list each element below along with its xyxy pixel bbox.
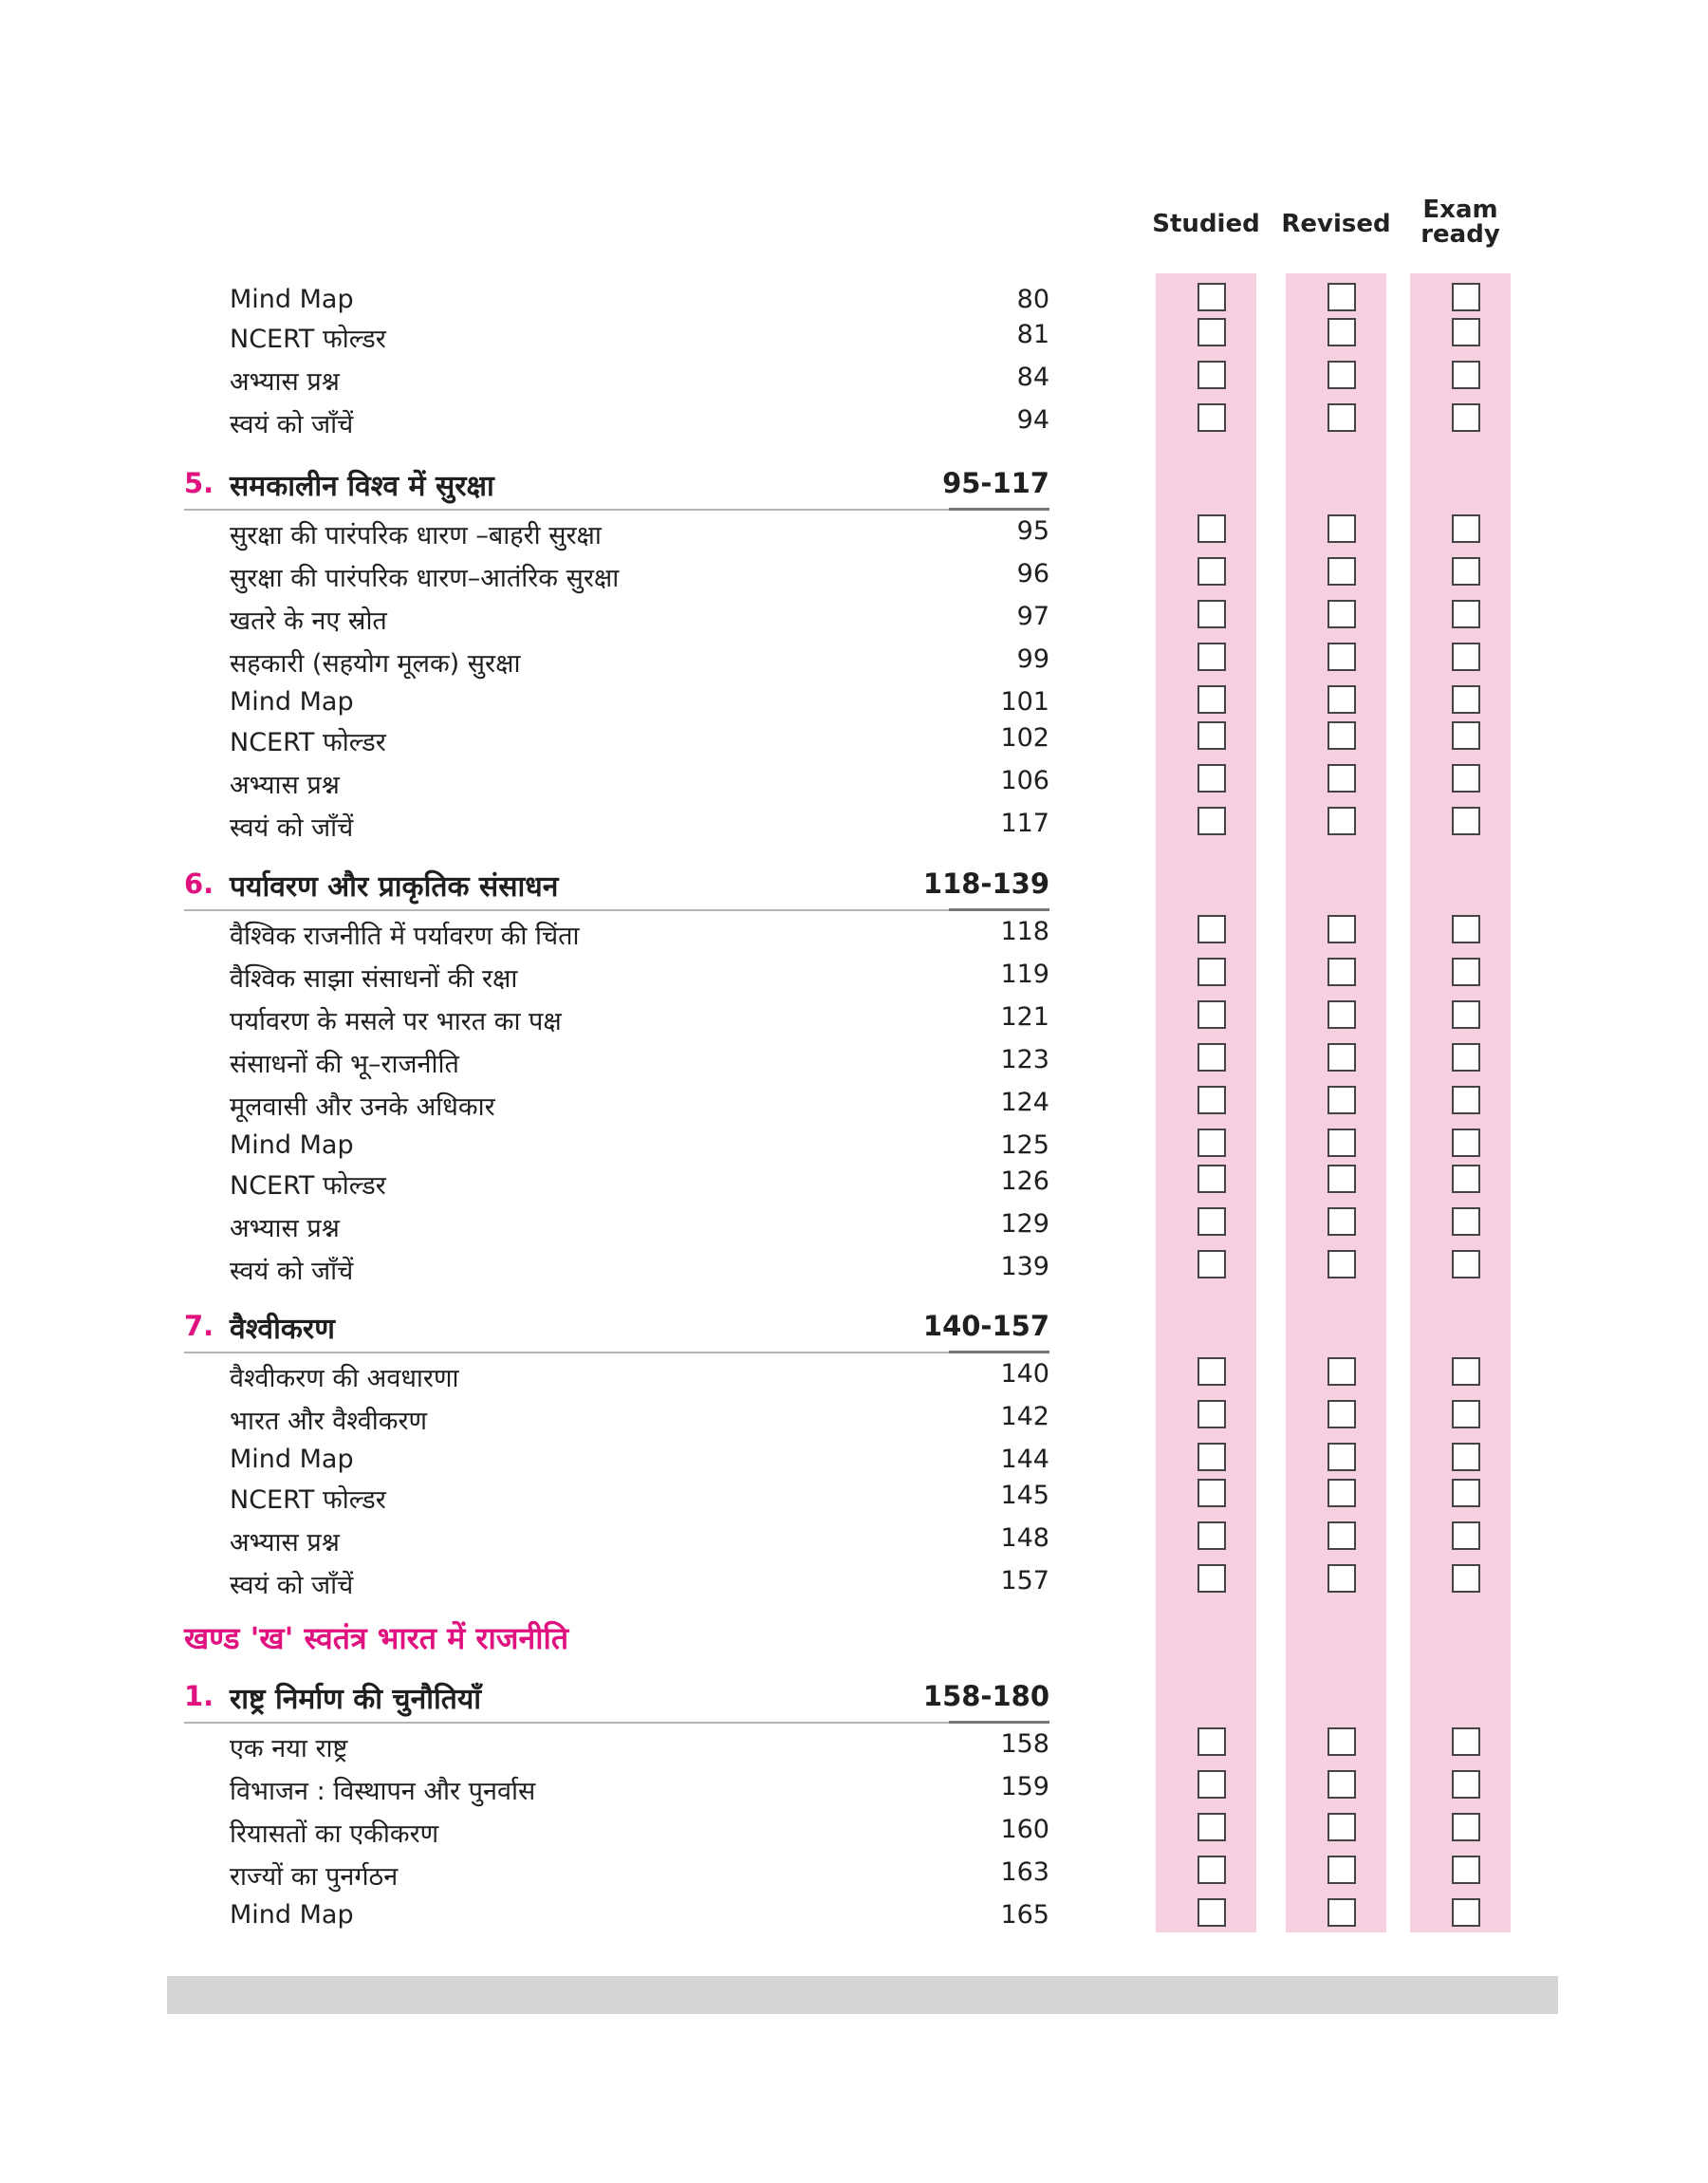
page-number: 158 [1000, 1729, 1049, 1759]
studied-checkbox[interactable] [1197, 1479, 1226, 1507]
page-number: 80 [1016, 285, 1049, 314]
studied-checkbox[interactable] [1197, 958, 1226, 986]
revised-checkbox[interactable] [1327, 1727, 1356, 1756]
topic-label: पर्यावरण के मसले पर भारत का पक्ष [230, 1007, 562, 1036]
toc-row [0, 316, 1708, 358]
chapter-number: 1. [184, 1680, 214, 1712]
chapter-heading [0, 459, 1708, 511]
exam-ready-checkbox[interactable] [1452, 643, 1480, 671]
chapter-number: 7. [184, 1310, 214, 1342]
topic-label: अभ्यास प्रश्न [230, 1528, 340, 1558]
exam-ready-header-line2: ready [1420, 220, 1500, 249]
toc-row [0, 1041, 1708, 1083]
toc-row [0, 1768, 1708, 1810]
revised-checkbox[interactable] [1327, 1357, 1356, 1386]
topic-label: अभ्यास प्रश्न [230, 367, 340, 397]
studied-checkbox[interactable] [1197, 1813, 1226, 1841]
studied-checkbox[interactable] [1197, 1165, 1226, 1193]
revised-header: Revised [1281, 210, 1391, 238]
revised-checkbox[interactable] [1327, 1521, 1356, 1550]
exam-ready-checkbox[interactable] [1452, 1207, 1480, 1236]
topic-label: अभ्यास प्रश्न [230, 771, 340, 800]
chapter-title: समकालीन विश्व में सुरक्षा [230, 470, 494, 503]
studied-header: Studied [1152, 210, 1260, 238]
exam-ready-checkbox[interactable] [1452, 1086, 1480, 1114]
exam-ready-checkbox[interactable] [1452, 1443, 1480, 1471]
topic-label: संसाधनों की भू–राजनीति [230, 1050, 459, 1079]
revised-checkbox[interactable] [1327, 721, 1356, 750]
studied-checkbox[interactable] [1197, 403, 1226, 432]
studied-checkbox[interactable] [1197, 1357, 1226, 1386]
revised-checkbox[interactable] [1327, 1129, 1356, 1157]
divider [184, 509, 1049, 511]
topic-label: खतरे के नए स्रोत [230, 606, 387, 636]
studied-checkbox[interactable] [1197, 1250, 1226, 1278]
studied-checkbox[interactable] [1197, 283, 1226, 311]
exam-ready-checkbox[interactable] [1452, 1165, 1480, 1193]
revised-checkbox[interactable] [1327, 915, 1356, 943]
exam-ready-checkbox[interactable] [1452, 685, 1480, 714]
exam-ready-checkbox[interactable] [1452, 1898, 1480, 1927]
topic-label: राज्यों का पुनर्गठन [230, 1862, 399, 1892]
studied-checkbox[interactable] [1197, 1043, 1226, 1072]
topic-label: NCERT फोल्डर [230, 728, 386, 757]
page-number: 125 [1000, 1130, 1049, 1160]
studied-checkbox[interactable] [1197, 1400, 1226, 1428]
toc-row [0, 1520, 1708, 1561]
exam-ready-checkbox[interactable] [1452, 600, 1480, 628]
chapter-page-range: 118-139 [922, 868, 1049, 900]
topic-label: रियासतों का एकीकरण [230, 1819, 439, 1849]
studied-checkbox[interactable] [1197, 318, 1226, 346]
topic-label: स्वयं को जाँचें [230, 1257, 354, 1286]
revised-checkbox[interactable] [1327, 807, 1356, 835]
page-number: 145 [1000, 1481, 1049, 1510]
topic-label: सुरक्षा की पारंपरिक धारण –बाहरी सुरक्षा [230, 521, 602, 550]
revised-checkbox[interactable] [1327, 1207, 1356, 1236]
studied-checkbox[interactable] [1197, 915, 1226, 943]
topic-label: वैश्विक साझा संसाधनों की रक्षा [230, 964, 518, 994]
topic-label: सुरक्षा की पारंपरिक धारण–आतंरिक सुरक्षा [230, 564, 620, 593]
exam-ready-checkbox[interactable] [1452, 1043, 1480, 1072]
topic-label: भारत और वैश्वीकरण [230, 1407, 428, 1436]
revised-checkbox[interactable] [1327, 1564, 1356, 1593]
revised-checkbox[interactable] [1327, 1400, 1356, 1428]
revised-checkbox[interactable] [1327, 1000, 1356, 1029]
topic-label: स्वयं को जाँचें [230, 813, 354, 843]
topic-label: एक नया राष्ट्र [230, 1734, 348, 1763]
toc-row [0, 1854, 1708, 1895]
toc-row [0, 913, 1708, 955]
page-number: 121 [1000, 1002, 1049, 1032]
studied-checkbox[interactable] [1197, 1207, 1226, 1236]
topic-label: वैश्वीकरण की अवधारणा [230, 1364, 459, 1393]
revised-checkbox[interactable] [1327, 958, 1356, 986]
revised-checkbox[interactable] [1327, 514, 1356, 543]
topic-label: स्वयं को जाँचें [230, 410, 354, 439]
chapter-page-range: 95-117 [942, 467, 1049, 499]
revised-checkbox[interactable] [1327, 557, 1356, 586]
topic-label: NCERT फोल्डर [230, 325, 386, 354]
page-number: 119 [1000, 960, 1049, 989]
studied-checkbox[interactable] [1197, 721, 1226, 750]
exam-ready-checkbox[interactable] [1452, 1564, 1480, 1593]
toc-row [0, 956, 1708, 998]
divider [184, 1352, 1049, 1353]
revised-checkbox[interactable] [1327, 361, 1356, 389]
toc-row [0, 1477, 1708, 1519]
revised-checkbox[interactable] [1327, 1770, 1356, 1799]
studied-checkbox[interactable] [1197, 643, 1226, 671]
revised-checkbox[interactable] [1327, 318, 1356, 346]
toc-row [0, 1811, 1708, 1853]
revised-checkbox[interactable] [1327, 283, 1356, 311]
chapter-heading [0, 1672, 1708, 1724]
exam-ready-checkbox[interactable] [1452, 1813, 1480, 1841]
topic-label: स्वयं को जाँचें [230, 1571, 354, 1600]
studied-checkbox[interactable] [1197, 1727, 1226, 1756]
toc-row [0, 555, 1708, 597]
page-number: 140 [1000, 1359, 1049, 1389]
exam-ready-checkbox[interactable] [1452, 1856, 1480, 1884]
studied-checkbox[interactable] [1197, 1521, 1226, 1550]
topic-label: वैश्विक राजनीति में पर्यावरण की चिंता [230, 922, 580, 951]
revised-checkbox[interactable] [1327, 685, 1356, 714]
page-number: 144 [1000, 1445, 1049, 1474]
divider [949, 908, 1049, 911]
page-number: 139 [1000, 1252, 1049, 1281]
exam-ready-checkbox[interactable] [1452, 1000, 1480, 1029]
topic-label: सहकारी (सहयोग मूलक) सुरक्षा [230, 649, 521, 679]
exam-ready-checkbox[interactable] [1452, 1770, 1480, 1799]
footer-bar [167, 1976, 1558, 2014]
page-number: 97 [1016, 602, 1049, 631]
topic-label: Mind Map [230, 285, 354, 314]
divider [184, 909, 1049, 911]
studied-checkbox[interactable] [1197, 361, 1226, 389]
studied-checkbox[interactable] [1197, 1000, 1226, 1029]
exam-ready-header-line1: Exam [1422, 196, 1498, 224]
exam-ready-checkbox[interactable] [1452, 721, 1480, 750]
exam-ready-checkbox[interactable] [1452, 283, 1480, 311]
toc-row [0, 762, 1708, 804]
topic-label: Mind Map [230, 1445, 354, 1474]
revised-checkbox[interactable] [1327, 1043, 1356, 1072]
exam-ready-checkbox[interactable] [1452, 1400, 1480, 1428]
chapter-number: 5. [184, 467, 214, 499]
toc-row [0, 1896, 1708, 1938]
revised-checkbox[interactable] [1327, 1165, 1356, 1193]
revised-checkbox[interactable] [1327, 643, 1356, 671]
divider [949, 508, 1049, 511]
page-number: 94 [1016, 405, 1049, 435]
chapter-page-range: 140-157 [922, 1310, 1049, 1342]
toc-row [0, 805, 1708, 847]
toc-row [0, 1726, 1708, 1767]
studied-checkbox[interactable] [1197, 764, 1226, 793]
page-number: 99 [1016, 644, 1049, 674]
exam-ready-checkbox[interactable] [1452, 1357, 1480, 1386]
page-number: 165 [1000, 1900, 1049, 1930]
studied-checkbox[interactable] [1197, 1898, 1226, 1927]
exam-ready-checkbox[interactable] [1452, 958, 1480, 986]
chapter-heading [0, 1302, 1708, 1353]
revised-checkbox[interactable] [1327, 1813, 1356, 1841]
studied-checkbox[interactable] [1197, 1086, 1226, 1114]
exam-ready-checkbox[interactable] [1452, 1250, 1480, 1278]
topic-label: विभाजन : विस्थापन और पुनर्वास [230, 1777, 536, 1806]
page-number: 157 [1000, 1566, 1049, 1595]
revised-checkbox[interactable] [1327, 1086, 1356, 1114]
page-number: 96 [1016, 559, 1049, 588]
revised-checkbox[interactable] [1327, 1250, 1356, 1278]
revised-checkbox[interactable] [1327, 1479, 1356, 1507]
toc-row [0, 1355, 1708, 1397]
toc-row [0, 1205, 1708, 1247]
studied-checkbox[interactable] [1197, 685, 1226, 714]
toc-row [0, 719, 1708, 761]
revised-checkbox[interactable] [1327, 1856, 1356, 1884]
exam-ready-checkbox[interactable] [1452, 1479, 1480, 1507]
chapter-number: 6. [184, 868, 214, 900]
page-number: 106 [1000, 766, 1049, 795]
divider [184, 1722, 1049, 1724]
exam-ready-checkbox[interactable] [1452, 403, 1480, 432]
toc-row [0, 513, 1708, 554]
page-number: 102 [1000, 723, 1049, 753]
page-number: 142 [1000, 1402, 1049, 1431]
topic-label: Mind Map [230, 1900, 354, 1930]
studied-checkbox[interactable] [1197, 1443, 1226, 1471]
page-number: 118 [1000, 917, 1049, 946]
toc-row [0, 1398, 1708, 1440]
page-number: 159 [1000, 1772, 1049, 1801]
exam-ready-checkbox[interactable] [1452, 361, 1480, 389]
toc-row [0, 641, 1708, 682]
studied-checkbox[interactable] [1197, 557, 1226, 586]
exam-ready-checkbox[interactable] [1452, 915, 1480, 943]
topic-label: अभ्यास प्रश्न [230, 1214, 340, 1243]
page-number: 84 [1016, 363, 1049, 392]
page-number: 101 [1000, 687, 1049, 717]
toc-row [0, 598, 1708, 640]
studied-checkbox[interactable] [1197, 1129, 1226, 1157]
exam-ready-checkbox[interactable] [1452, 764, 1480, 793]
revised-checkbox[interactable] [1327, 1443, 1356, 1471]
toc-row [0, 1562, 1708, 1604]
toc-row [0, 359, 1708, 401]
studied-checkbox[interactable] [1197, 1770, 1226, 1799]
revised-checkbox[interactable] [1327, 600, 1356, 628]
topic-label: NCERT फोल्डर [230, 1171, 386, 1201]
page-number: 124 [1000, 1088, 1049, 1117]
topic-label: Mind Map [230, 687, 354, 717]
studied-checkbox[interactable] [1197, 1856, 1226, 1884]
studied-checkbox[interactable] [1197, 514, 1226, 543]
page-number: 117 [1000, 809, 1049, 838]
topic-label: Mind Map [230, 1130, 354, 1160]
toc-row [0, 1163, 1708, 1204]
page-number: 163 [1000, 1857, 1049, 1887]
page-number: 81 [1016, 320, 1049, 349]
exam-ready-checkbox[interactable] [1452, 1521, 1480, 1550]
page-number: 148 [1000, 1523, 1049, 1553]
exam-ready-checkbox[interactable] [1452, 807, 1480, 835]
exam-ready-checkbox[interactable] [1452, 318, 1480, 346]
page-number: 160 [1000, 1815, 1049, 1844]
topic-label: NCERT फोल्डर [230, 1485, 386, 1515]
studied-checkbox[interactable] [1197, 807, 1226, 835]
exam-ready-checkbox[interactable] [1452, 557, 1480, 586]
chapter-title: राष्ट्र निर्माण की चुनौतियाँ [230, 1683, 482, 1716]
page-number: 123 [1000, 1045, 1049, 1074]
exam-ready-header [1394, 197, 1527, 247]
chapter-heading [0, 860, 1708, 911]
studied-checkbox[interactable] [1197, 1564, 1226, 1593]
revised-checkbox[interactable] [1327, 764, 1356, 793]
studied-checkbox[interactable] [1197, 600, 1226, 628]
exam-ready-checkbox[interactable] [1452, 1129, 1480, 1157]
page-number: 126 [1000, 1166, 1049, 1196]
toc-row [0, 401, 1708, 443]
toc-row [0, 1084, 1708, 1126]
part-title: खण्ड 'ख' स्वतंत्र भारत में राजनीति [184, 1620, 569, 1656]
page-number: 129 [1000, 1209, 1049, 1239]
revised-checkbox[interactable] [1327, 403, 1356, 432]
exam-ready-checkbox[interactable] [1452, 1727, 1480, 1756]
divider [949, 1721, 1049, 1724]
chapter-page-range: 158-180 [922, 1680, 1049, 1712]
chapter-title: पर्यावरण और प्राकृतिक संसाधन [230, 870, 559, 904]
page-number: 95 [1016, 516, 1049, 546]
chapter-title: वैश्वीकरण [230, 1313, 335, 1346]
revised-checkbox[interactable] [1327, 1898, 1356, 1927]
exam-ready-checkbox[interactable] [1452, 514, 1480, 543]
topic-label: मूलवासी और उनके अधिकार [230, 1092, 495, 1122]
divider [949, 1351, 1049, 1353]
toc-row [0, 1248, 1708, 1290]
toc-row [0, 998, 1708, 1040]
